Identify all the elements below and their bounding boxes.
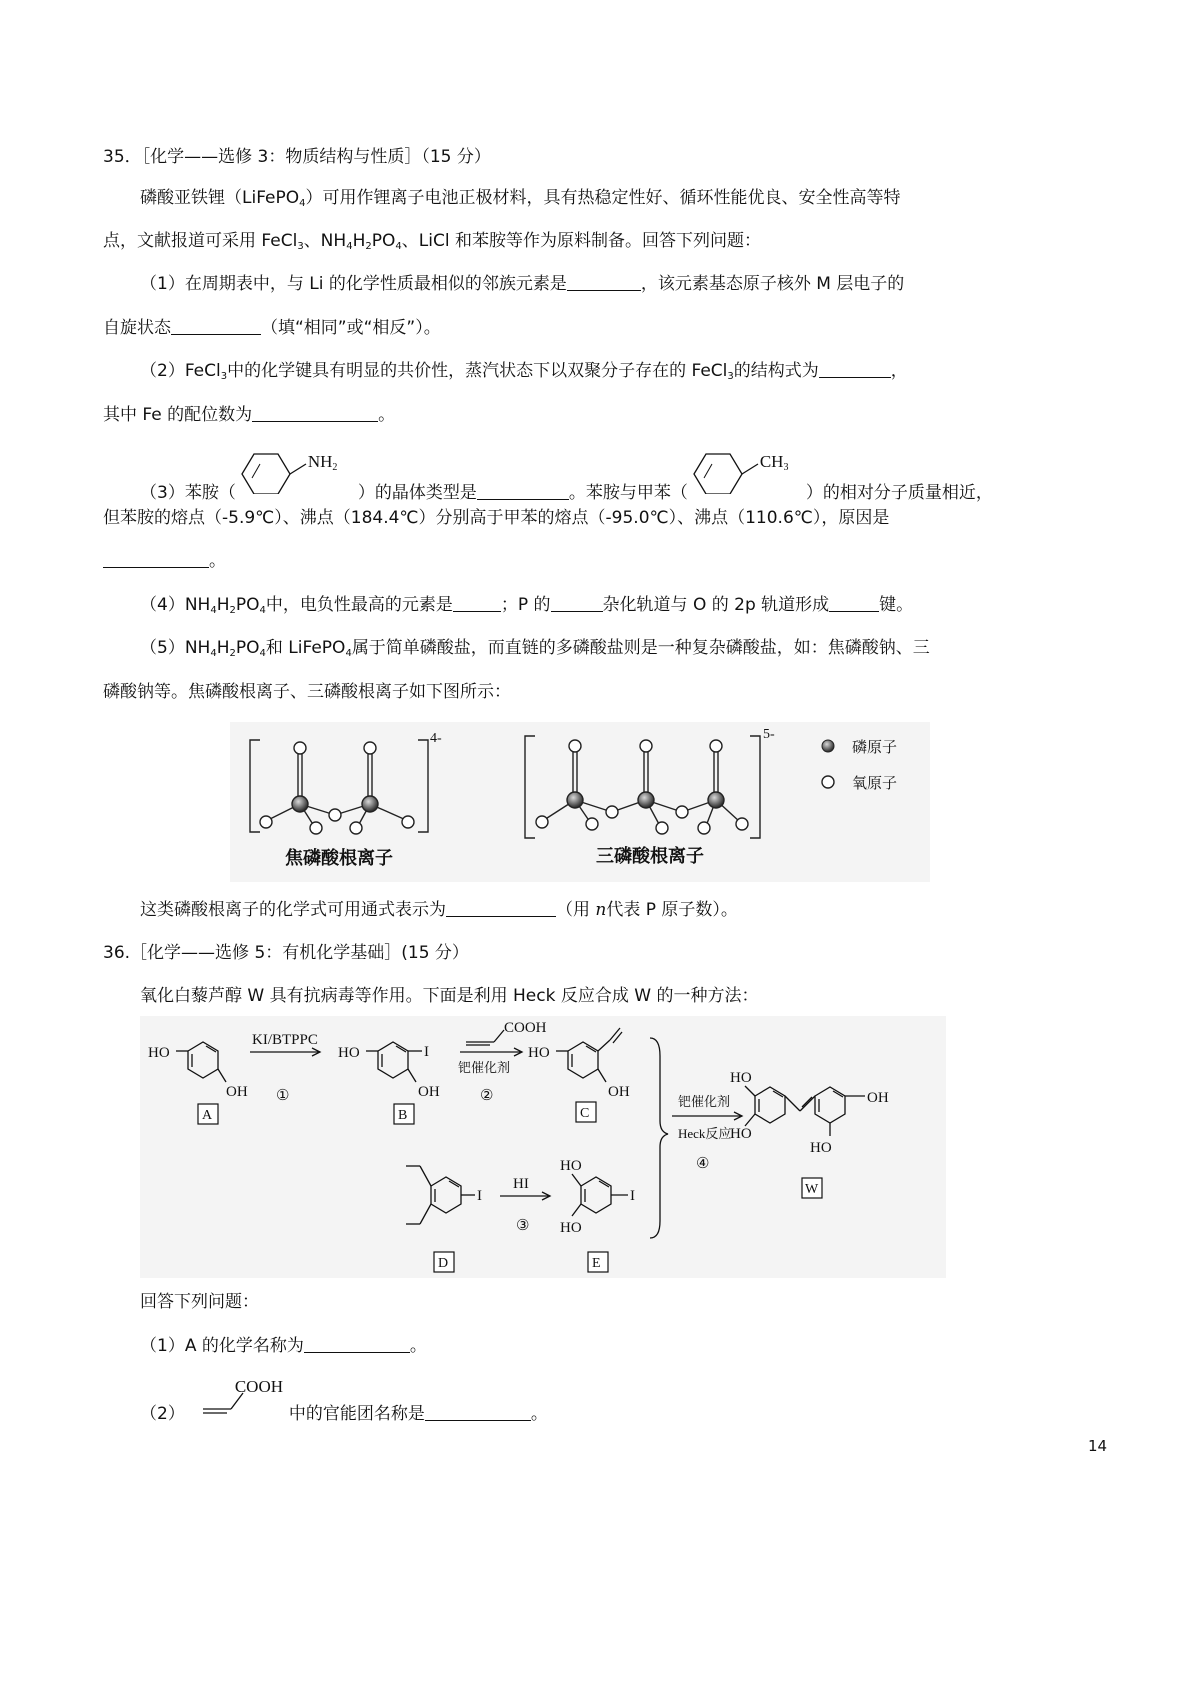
answer-blank-36-1[interactable] — [304, 1336, 410, 1353]
q36-title: 36.［化学——选修 5：有机化学基础］(15 分） — [103, 943, 469, 963]
q35-part4: $(4)NH_4H_2PO_4$中，电负性最高的元素是 ；P 的 杂化轨道与 O 的 2p 轨道形成 键。 — [140, 595, 914, 616]
w-ho-top-label: HO — [730, 1070, 752, 1086]
a-ho-label: HO — [148, 1045, 170, 1061]
answer-blank-2a[interactable] — [819, 361, 891, 378]
d-i-label: I — [477, 1188, 482, 1204]
phosphorus-atom — [708, 792, 724, 808]
reagent-4b-label: Heck反应 — [678, 1126, 732, 1141]
phosphorus-atom — [292, 796, 308, 812]
q36-part2: （2） COOH 中的官能团名称是 。 — [140, 1397, 548, 1426]
e-i-label: I — [630, 1188, 635, 1204]
step-2-label: ② — [480, 1088, 494, 1104]
q35-part2-line1: （2）FeCl$_3$中的化学键具有明显的共价性，蒸汽状态下以双聚分子存在的 FeCl$_3$的结构式为 ， — [140, 361, 908, 382]
q35-part3-line1: （3）苯胺（ $NH_2$ ）的晶体类型是 。苯胺与甲苯（ $CH_3$ ）的相对分子质量相近， — [140, 466, 993, 506]
c-ho-label: HO — [528, 1045, 550, 1061]
q35-part3-line3: 。 — [103, 549, 226, 573]
q36-part1: （1）A 的化学名称为 。 — [140, 1336, 427, 1356]
w-oh-right-label: OH — [867, 1090, 889, 1106]
c-oh-label: OH — [608, 1084, 630, 1100]
w-ho-right-label: HO — [810, 1140, 832, 1156]
q35-intro-line1: 磷酸亚铁锂（LiFePO$_4$）可用作锂离子电池正极材料，具有热稳定性好、循环性能优良、安全性高等特 — [140, 188, 901, 209]
aniline-ring-icon — [236, 450, 358, 494]
answer-blank-3b[interactable] — [103, 551, 209, 568]
w-ho-bottom-label: HO — [730, 1126, 752, 1142]
answer-blank-5[interactable] — [446, 900, 556, 917]
b-oh-label: OH — [418, 1084, 440, 1100]
compound-c-label: C — [580, 1106, 590, 1121]
q35-title: 35．［化学——选修 3：物质结构与性质］（15 分） — [103, 147, 491, 167]
answer-blank-4c[interactable] — [829, 595, 879, 612]
e-ho-top-label: HO — [560, 1158, 582, 1174]
caption-pyrophosphate: 焦磷酸根离子 — [285, 848, 393, 869]
answer-blank-4b[interactable] — [551, 595, 603, 612]
q35-intro-line2: 点，文献报道可采用 FeCl$_3$、$NH_4H_2PO_4$、LiCl 和苯胺等作为原料制备。回答下列问题： — [103, 231, 761, 252]
aniline-structure — [236, 452, 358, 506]
legend-phosphorus-label: 磷原子 — [852, 738, 898, 756]
answer-blank-3a[interactable] — [477, 483, 569, 500]
q35-part2-line2: 其中 Fe 的配位数为 。 — [103, 405, 396, 425]
compound-b-label: B — [398, 1108, 408, 1123]
b-i-label: I — [424, 1044, 429, 1060]
ch3-label: $CH_3$ — [759, 452, 789, 473]
q36-intro: 氧化白藜芦醇 W 具有抗病毒等作用。下面是利用 Heck 反应合成 W 的一种方法： — [140, 986, 759, 1006]
answer-blank-2b[interactable] — [252, 405, 378, 422]
q35-final-line: 这类磷酸根离子的化学式可用通式表示为 （用 n代表 P 原子数）。 — [140, 900, 738, 920]
nh2-label: $NH_2$ — [307, 452, 338, 473]
answer-blank-36-2[interactable] — [425, 1404, 531, 1421]
reagent-3-label: HI — [513, 1176, 529, 1192]
q35-part1-line2: 自旋状态 （填“相同”或“相反”）。 — [103, 318, 441, 338]
reagent-1-label: KI/BTPPC — [252, 1032, 318, 1048]
compound-w-label: W — [805, 1182, 819, 1197]
q35-part3-line2: 但苯胺的熔点（-5.9℃）、沸点（184.4℃）分别高于甲苯的熔点（-95.0℃）、沸点（110.6℃），原因是 — [103, 508, 890, 528]
tri-charge: 5- — [763, 727, 775, 742]
synthesis-scheme — [140, 1016, 946, 1278]
caption-triphosphate: 三磷酸根离子 — [596, 846, 704, 867]
legend-oxygen-icon — [822, 776, 834, 788]
step-4-label: ④ — [696, 1156, 710, 1172]
a-oh-label: OH — [226, 1084, 248, 1100]
page-number: 14 — [1088, 1437, 1108, 1455]
e-ho-bottom-label: HO — [560, 1220, 582, 1236]
phosphorus-atom — [638, 792, 654, 808]
pyro-charge: 4- — [430, 731, 442, 746]
q35-part1-line1: （1）在周期表中，与 Li 的化学性质最相似的邻族元素是 ，该元素基态原子核外 M 层电子的 — [140, 274, 905, 294]
compound-e-label: E — [592, 1256, 601, 1271]
legend-oxygen-label: 氧原子 — [852, 774, 898, 792]
reagent-4a-label: 钯催化剂 — [678, 1095, 731, 1110]
cooh-inline-label: COOH — [234, 1377, 283, 1396]
acrylic-acid-structure — [185, 1377, 289, 1421]
b-ho-label: HO — [338, 1045, 360, 1061]
q36-ask: 回答下列问题： — [140, 1292, 259, 1312]
cooh-label: COOH — [504, 1020, 547, 1036]
answer-blank-1a[interactable] — [567, 274, 641, 291]
reagent-2-label: 钯催化剂 — [458, 1061, 511, 1076]
q35-part5-line1: $(5)NH_4H_2PO_4$和 LiFePO$_4$属于简单磷酸盐，而直链的多磷酸盐则是一种复杂磷酸盐，如：焦磷酸钠、三 — [140, 638, 930, 659]
legend-phosphorus-icon — [822, 740, 834, 752]
step-1-label: ① — [276, 1088, 290, 1104]
phosphate-ions-figure — [230, 722, 930, 882]
step-3-label: ③ — [516, 1218, 530, 1234]
q35-part5-line2: 磷酸钠等。焦磷酸根离子、三磷酸根离子如下图所示： — [103, 682, 511, 702]
phosphorus-atom — [362, 796, 378, 812]
phosphorus-atom — [567, 792, 583, 808]
answer-blank-1b[interactable] — [171, 318, 261, 335]
answer-blank-4a[interactable] — [453, 595, 501, 612]
toluene-structure — [688, 452, 806, 506]
compound-a-label: A — [202, 1108, 213, 1123]
compound-d-label: D — [438, 1256, 449, 1271]
